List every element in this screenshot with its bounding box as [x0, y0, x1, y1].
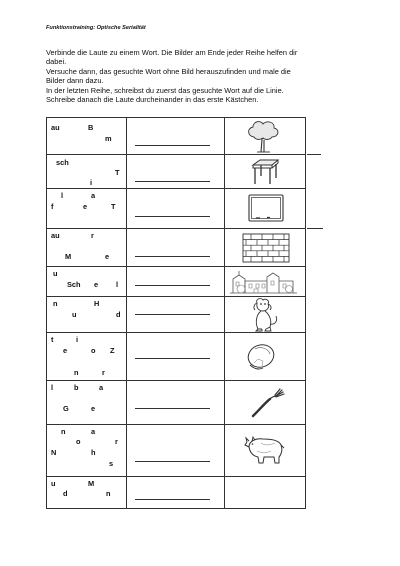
syllable-card[interactable]: l — [51, 383, 54, 392]
syllable-card[interactable]: Z — [110, 346, 115, 355]
syllable-card[interactable]: n — [106, 489, 111, 498]
exercise-table — [46, 117, 306, 509]
syllable-card[interactable]: o — [91, 346, 96, 355]
syllable-card[interactable]: a — [91, 191, 96, 200]
answer-line[interactable] — [135, 461, 210, 462]
syllable-card[interactable]: s — [109, 459, 114, 468]
exercise-row — [47, 228, 306, 266]
syllable-card[interactable]: i — [76, 335, 79, 344]
syllable-card[interactable]: a — [91, 427, 96, 436]
syllable-card[interactable]: o — [76, 437, 81, 446]
syllable-card[interactable]: sch — [56, 158, 69, 167]
exercise-row — [47, 476, 306, 510]
syllable-card[interactable]: i — [90, 178, 93, 187]
tree-icon — [244, 119, 282, 153]
instruction-line: Verbinde die Laute zu einem Wort. Die Bilder am Ende jeder Reihe helfen dir — [46, 48, 298, 57]
instructions — [46, 48, 362, 104]
answer-line[interactable] — [135, 145, 210, 146]
dog-icon — [245, 297, 285, 333]
answer-line[interactable] — [135, 181, 210, 182]
answer-line[interactable] — [135, 499, 210, 500]
instruction-line: dabei. — [46, 57, 67, 67]
row-extension-line — [307, 228, 323, 229]
syllable-card[interactable]: n — [53, 299, 58, 308]
syllable-card[interactable]: r — [115, 437, 118, 446]
syllable-card[interactable]: n — [74, 368, 79, 377]
syllable-card[interactable]: r — [102, 368, 105, 377]
chalkboard-icon — [246, 193, 286, 225]
lemon-icon — [241, 339, 281, 375]
exercise-row — [47, 118, 306, 154]
syllable-card[interactable]: N — [51, 448, 57, 457]
syllable-card[interactable]: H — [94, 299, 100, 308]
syllable-card[interactable]: u — [51, 479, 56, 488]
exercise-row — [47, 154, 306, 188]
syllable-card[interactable]: e — [91, 404, 96, 413]
syllable-card[interactable]: n — [61, 427, 66, 436]
answer-line[interactable] — [135, 256, 210, 257]
exercise-row — [47, 380, 306, 424]
syllable-card[interactable]: M — [65, 252, 72, 261]
syllable-card[interactable]: e — [63, 346, 68, 355]
syllable-card[interactable]: G — [63, 404, 69, 413]
syllable-card[interactable]: m — [105, 134, 112, 143]
syllable-card[interactable]: t — [51, 335, 54, 344]
rhinoceros-icon — [243, 433, 287, 467]
row-extension-line — [307, 154, 321, 155]
castle-icon — [227, 269, 299, 295]
syllable-card[interactable]: M — [88, 479, 95, 488]
syllable-card[interactable]: f — [51, 202, 54, 211]
syllable-card[interactable]: l — [116, 280, 119, 289]
syllable-card[interactable]: b — [74, 383, 79, 392]
page-title: Funktionstraining: Optische Serialität — [46, 25, 146, 31]
syllable-card[interactable]: d — [63, 489, 68, 498]
syllable-card[interactable]: r — [91, 231, 94, 240]
table-icon — [250, 158, 280, 186]
instruction-line: Schreibe danach die Laute durcheinander in das erste Kästchen. — [46, 95, 259, 105]
exercise-row — [47, 188, 306, 228]
answer-line[interactable] — [135, 408, 210, 409]
exercise-row — [47, 266, 306, 296]
syllable-card[interactable]: h — [91, 448, 96, 457]
syllable-card[interactable]: u — [72, 310, 77, 319]
exercise-row — [47, 332, 306, 380]
answer-line[interactable] — [135, 358, 210, 359]
syllable-card[interactable]: B — [88, 123, 94, 132]
brick-wall-icon — [242, 233, 290, 263]
syllable-card[interactable]: Sch — [67, 280, 81, 289]
syllable-card[interactable]: e — [83, 202, 88, 211]
fork-icon — [250, 387, 286, 419]
drawing-area[interactable] — [226, 478, 304, 509]
instruction-line: Bilder dann dazu. — [46, 76, 104, 86]
exercise-row — [47, 424, 306, 476]
answer-line[interactable] — [135, 285, 210, 286]
syllable-card[interactable]: T — [115, 168, 120, 177]
syllable-card[interactable]: d — [116, 310, 121, 319]
syllable-card[interactable]: a — [99, 383, 104, 392]
syllable-card[interactable]: T — [111, 202, 116, 211]
syllable-card[interactable]: au — [51, 231, 60, 240]
answer-line[interactable] — [135, 314, 210, 315]
instruction-line: In der letzten Reihe, schreibst du zuerst das gesuchte Wort auf die Linie. — [46, 85, 284, 95]
answer-line[interactable] — [135, 216, 210, 217]
syllable-card[interactable]: e — [94, 280, 99, 289]
syllable-card[interactable]: l — [61, 191, 64, 200]
syllable-card[interactable]: e — [105, 252, 110, 261]
syllable-card[interactable]: u — [53, 269, 58, 278]
instruction-line: Versuche dann, das gesuchte Wort ohne Bild herauszufinden und male die — [46, 66, 291, 76]
exercise-row — [47, 296, 306, 332]
syllable-card[interactable]: au — [51, 123, 60, 132]
